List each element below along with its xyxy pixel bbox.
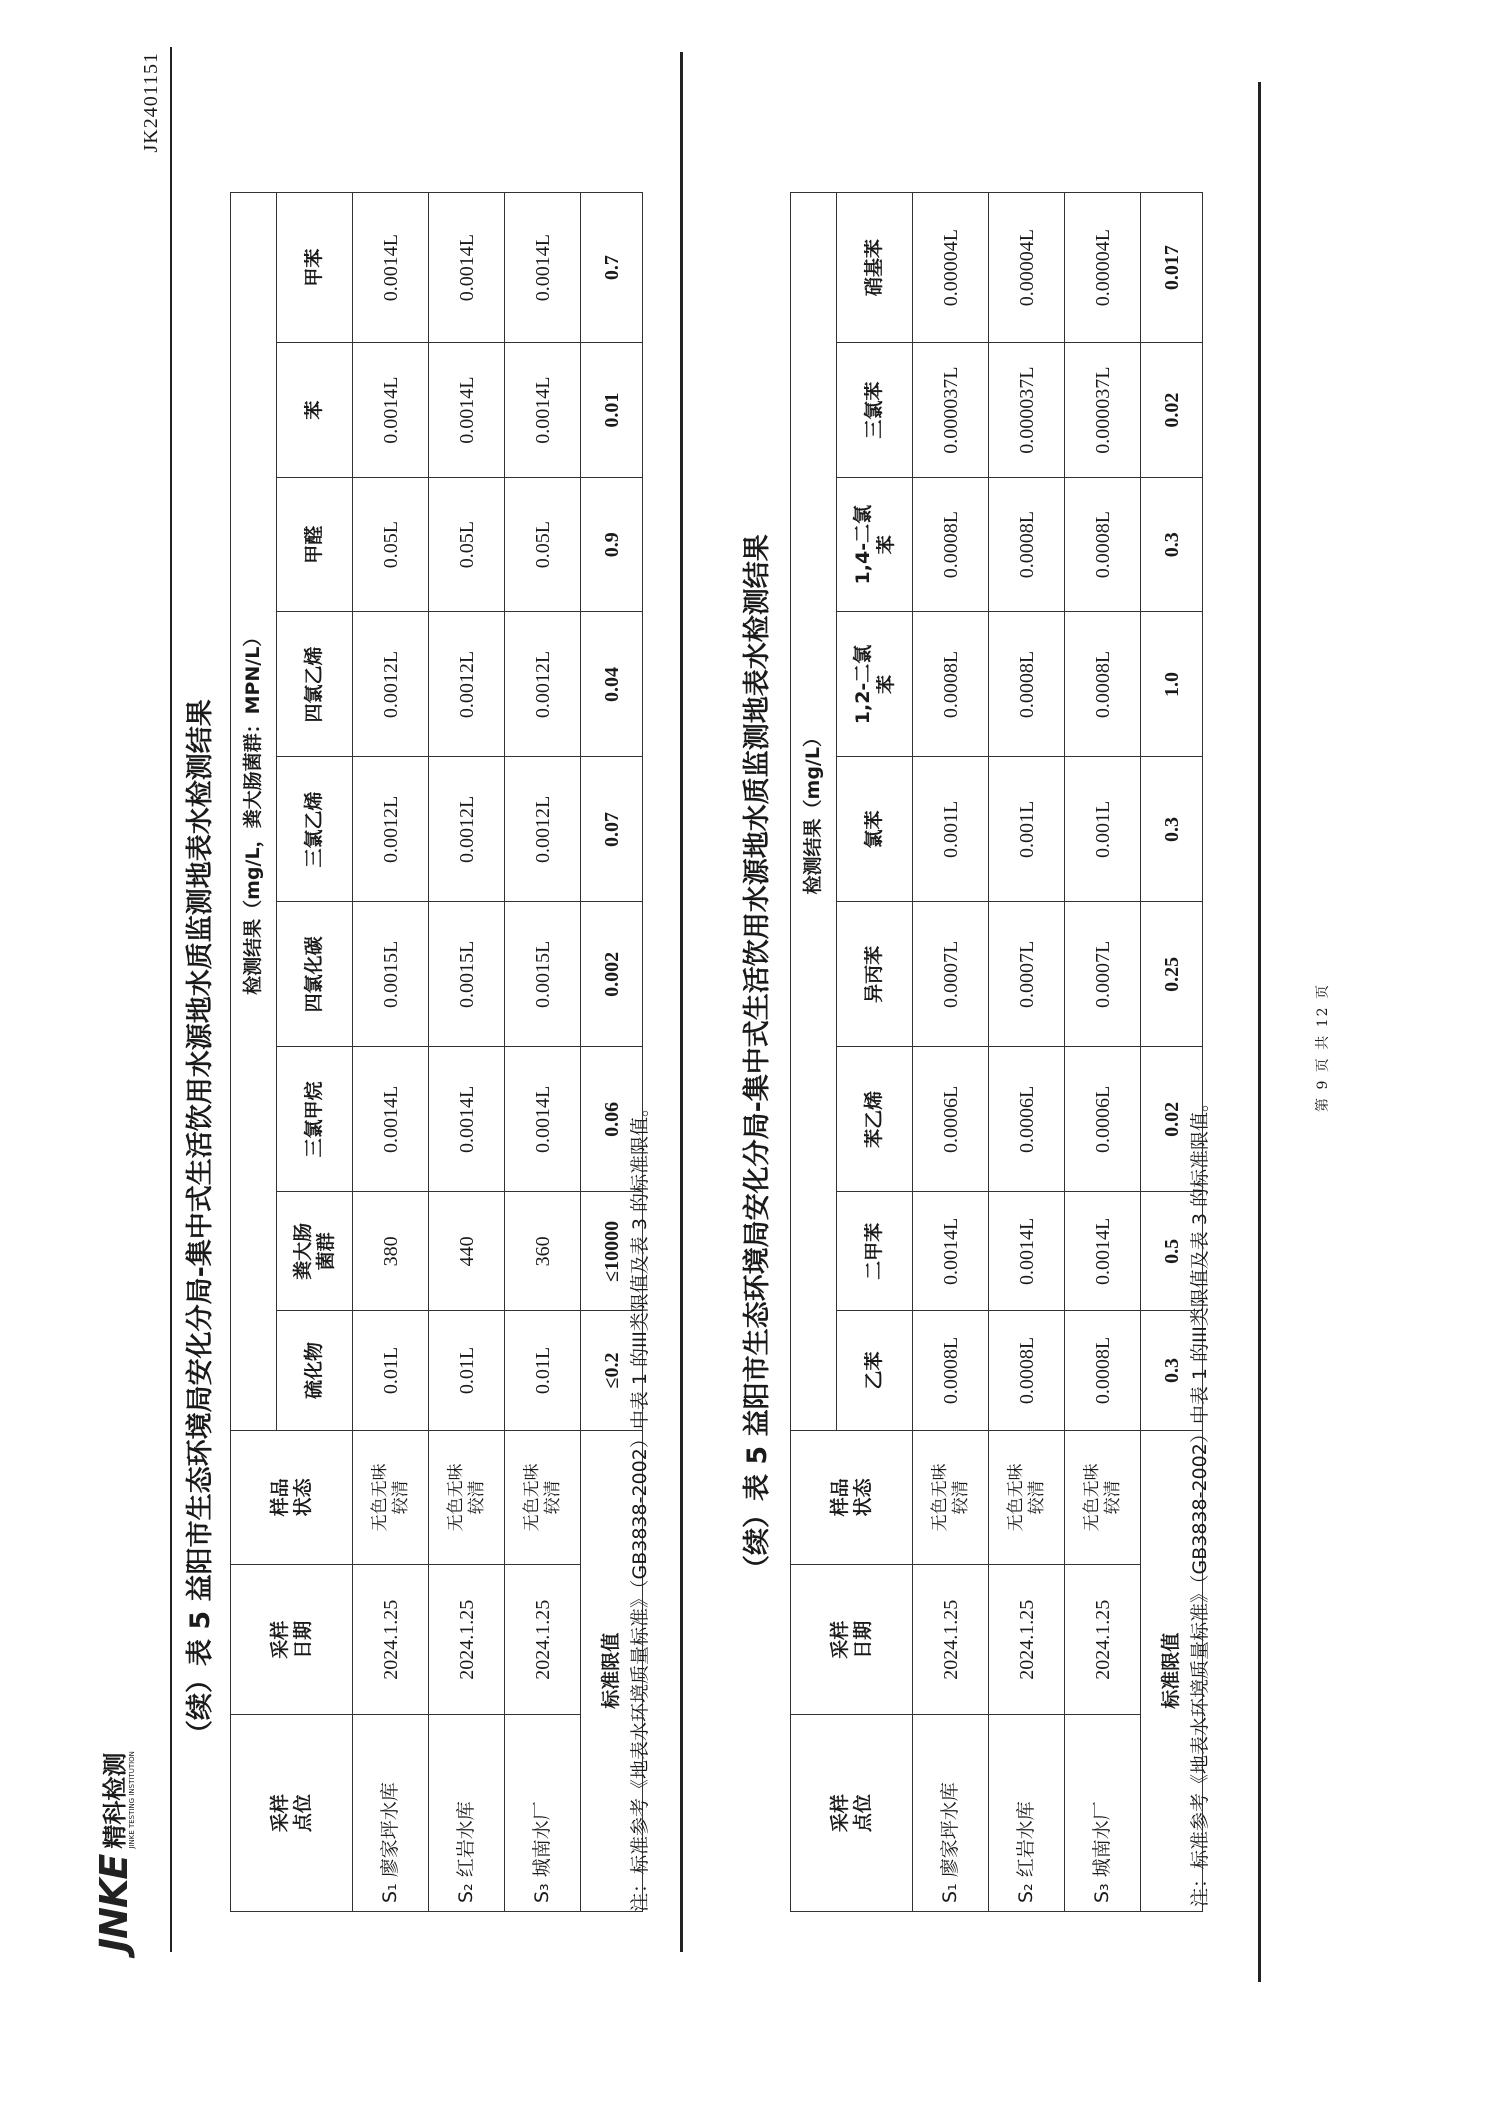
result-value: 0.0015L [353,902,429,1047]
standard-value: 0.07 [581,757,643,902]
param-header: 异丙苯 [837,902,913,1047]
result-value: 380 [353,1192,429,1311]
result-value: 0.05L [505,477,581,612]
table1-title: （续）表 5 益阳市生态环境局安化分局-集中式生活饮用水源地水质监测地表水检测结果 [185,699,216,1747]
result-value: 0.001L [989,757,1065,902]
standard-value: ≤0.2 [581,1311,643,1430]
param-header: 氯苯 [837,757,913,902]
result-value: 360 [505,1192,581,1311]
result-value: 0.0008L [1065,477,1141,612]
standard-value: 0.06 [581,1047,643,1192]
param-header: 1,4-二氯 苯 [837,477,913,612]
result-value: 0.0014L [913,1192,989,1311]
result-value: 0.0006L [989,1047,1065,1192]
result-value: 0.0006L [913,1047,989,1192]
result-value: 0.0007L [1065,902,1141,1047]
result-value: 0.0008L [1065,1311,1141,1430]
param-header: 三氯苯 [837,343,913,478]
standard-value: 0.25 [1141,902,1203,1047]
result-value: 0.000037L [1065,343,1141,478]
param-header: 甲醛 [277,477,353,612]
result-value: 0.0007L [989,902,1065,1047]
param-header: 乙苯 [837,1311,913,1430]
company-logo [92,1751,136,1952]
result-value: 0.00004L [1065,193,1141,343]
result-value: 0.0014L [429,343,505,478]
param-header: 四氯乙烯 [277,612,353,757]
param-header: 三氯甲烷 [277,1047,353,1192]
sample-date: 2024.1.25 [353,1565,429,1715]
result-value: 0.0014L [989,1192,1065,1311]
logo-en: JNKE [92,1854,136,1952]
header-rule [170,47,172,1952]
col-group: 检测结果（mg/L） [791,193,837,1431]
result-value: 0.00004L [913,193,989,343]
sample-location: S₂ 红岩水库 [989,1715,1065,1912]
param-header: 三氯乙烯 [277,757,353,902]
table1 [230,192,643,1912]
section-divider [680,52,683,1952]
result-value: 0.0008L [913,612,989,757]
standard-value: 0.04 [581,612,643,757]
standard-value: 0.3 [1141,477,1203,612]
sample-date: 2024.1.25 [913,1565,989,1715]
logo-cn: 精科检测 [101,1752,129,1849]
result-value: 0.0012L [505,612,581,757]
sample-date: 2024.1.25 [429,1565,505,1715]
param-header: 苯 [277,343,353,478]
result-value: 0.0014L [353,193,429,343]
standard-value: 1.0 [1141,612,1203,757]
standard-value: 0.01 [581,343,643,478]
result-value: 0.0012L [353,757,429,902]
result-value: 0.0008L [989,612,1065,757]
sample-state: 无色无味 较清 [913,1430,989,1565]
sample-date: 2024.1.25 [1065,1565,1141,1715]
result-value: 0.0015L [429,902,505,1047]
result-value: 0.000037L [989,343,1065,478]
standard-value: 0.7 [581,193,643,343]
result-value: 0.0014L [429,1047,505,1192]
result-value: 0.0014L [429,193,505,343]
table2-title: （续）表 5 益阳市生态环境局安化分局-集中式生活饮用水源地水质监测地表水检测结果 [742,534,773,1582]
sample-state: 无色无味 较清 [429,1430,505,1565]
document-number: JK2401151 [140,52,162,153]
result-value: 0.01L [505,1311,581,1430]
result-value: 0.0008L [989,1311,1065,1430]
result-value: 440 [429,1192,505,1311]
sample-location: S₃ 城南水厂 [1065,1715,1141,1912]
result-value: 0.000037L [913,343,989,478]
standard-label: 标准限值 [1141,1430,1203,1911]
result-value: 0.0014L [353,1047,429,1192]
standard-label: 标准限值 [581,1430,643,1911]
standard-value: ≤10000 [581,1192,643,1311]
result-value: 0.05L [429,477,505,612]
sample-state: 无色无味 较清 [989,1430,1065,1565]
table1-note: 注：标准参考《地表水环境质量标准》（GB3838-2002）中表 1 的III类限值及表 3 的标准限值。 [629,1098,651,1912]
result-value: 0.0012L [505,757,581,902]
result-value: 0.0014L [505,343,581,478]
result-value: 0.0006L [1065,1047,1141,1192]
sample-location: S₂ 红岩水库 [429,1715,505,1912]
page-number: 第 9 页 共 12 页 [1315,983,1331,1112]
result-value: 0.0012L [429,757,505,902]
result-value: 0.0015L [505,902,581,1047]
table-row [1065,193,1141,1912]
result-value: 0.0014L [1065,1192,1141,1311]
result-value: 0.0014L [505,1047,581,1192]
col-date: 采样 日期 [791,1565,913,1715]
table-row [429,193,505,1912]
result-value: 0.0008L [913,477,989,612]
table2-note: 注：标准参考《地表水环境质量标准》（GB3838-2002）中表 1 的III类限值及表 3 的标准限值。 [1189,1093,1211,1907]
col-location: 采样 点位 [231,1715,353,1912]
col-state: 样品 状态 [791,1430,913,1565]
param-header: 1,2-二氯 苯 [837,612,913,757]
table-row [505,193,581,1912]
result-value: 0.0008L [989,477,1065,612]
col-date: 采样 日期 [231,1565,353,1715]
sample-state: 无色无味 较清 [1065,1430,1141,1565]
standard-value: 0.5 [1141,1192,1203,1311]
sample-location: S₁ 廖家坪水库 [353,1715,429,1912]
param-header: 硫化物 [277,1311,353,1430]
result-value: 0.0008L [1065,612,1141,757]
result-value: 0.0014L [353,343,429,478]
param-header: 甲苯 [277,193,353,343]
standard-value: 0.02 [1141,343,1203,478]
standard-value: 0.3 [1141,1311,1203,1430]
param-header: 粪大肠 菌群 [277,1192,353,1311]
logo-subtitle: JINKE TESTING INSTITUTION [128,1751,136,1849]
sample-state: 无色无味 较清 [505,1430,581,1565]
footer-rule [1258,82,1261,1982]
param-header: 苯乙烯 [837,1047,913,1192]
result-value: 0.001L [1065,757,1141,902]
result-value: 0.0008L [913,1311,989,1430]
sample-location: S₃ 城南水厂 [505,1715,581,1912]
table-row [353,193,429,1912]
result-value: 0.0012L [429,612,505,757]
result-value: 0.0012L [353,612,429,757]
result-value: 0.00004L [989,193,1065,343]
sample-date: 2024.1.25 [505,1565,581,1715]
result-value: 0.01L [429,1311,505,1430]
result-value: 0.0007L [913,902,989,1047]
sample-state: 无色无味 较清 [353,1430,429,1565]
param-header: 硝基苯 [837,193,913,343]
standard-value: 0.3 [1141,757,1203,902]
col-state: 样品 状态 [231,1430,353,1565]
result-value: 0.01L [353,1311,429,1430]
result-value: 0.001L [913,757,989,902]
sample-location: S₁ 廖家坪水库 [913,1715,989,1912]
standard-value: 0.02 [1141,1047,1203,1192]
param-header: 二甲苯 [837,1192,913,1311]
table-row [913,193,989,1912]
col-location: 采样 点位 [791,1715,913,1912]
standard-value: 0.002 [581,902,643,1047]
table-row [989,193,1065,1912]
table2 [790,192,1203,1912]
sample-date: 2024.1.25 [989,1565,1065,1715]
standard-value: 0.9 [581,477,643,612]
result-value: 0.0014L [505,193,581,343]
param-header: 四氯化碳 [277,902,353,1047]
col-group: 检测结果（mg/L，粪大肠菌群：MPN/L） [231,193,277,1431]
standard-value: 0.017 [1141,193,1203,343]
result-value: 0.05L [353,477,429,612]
